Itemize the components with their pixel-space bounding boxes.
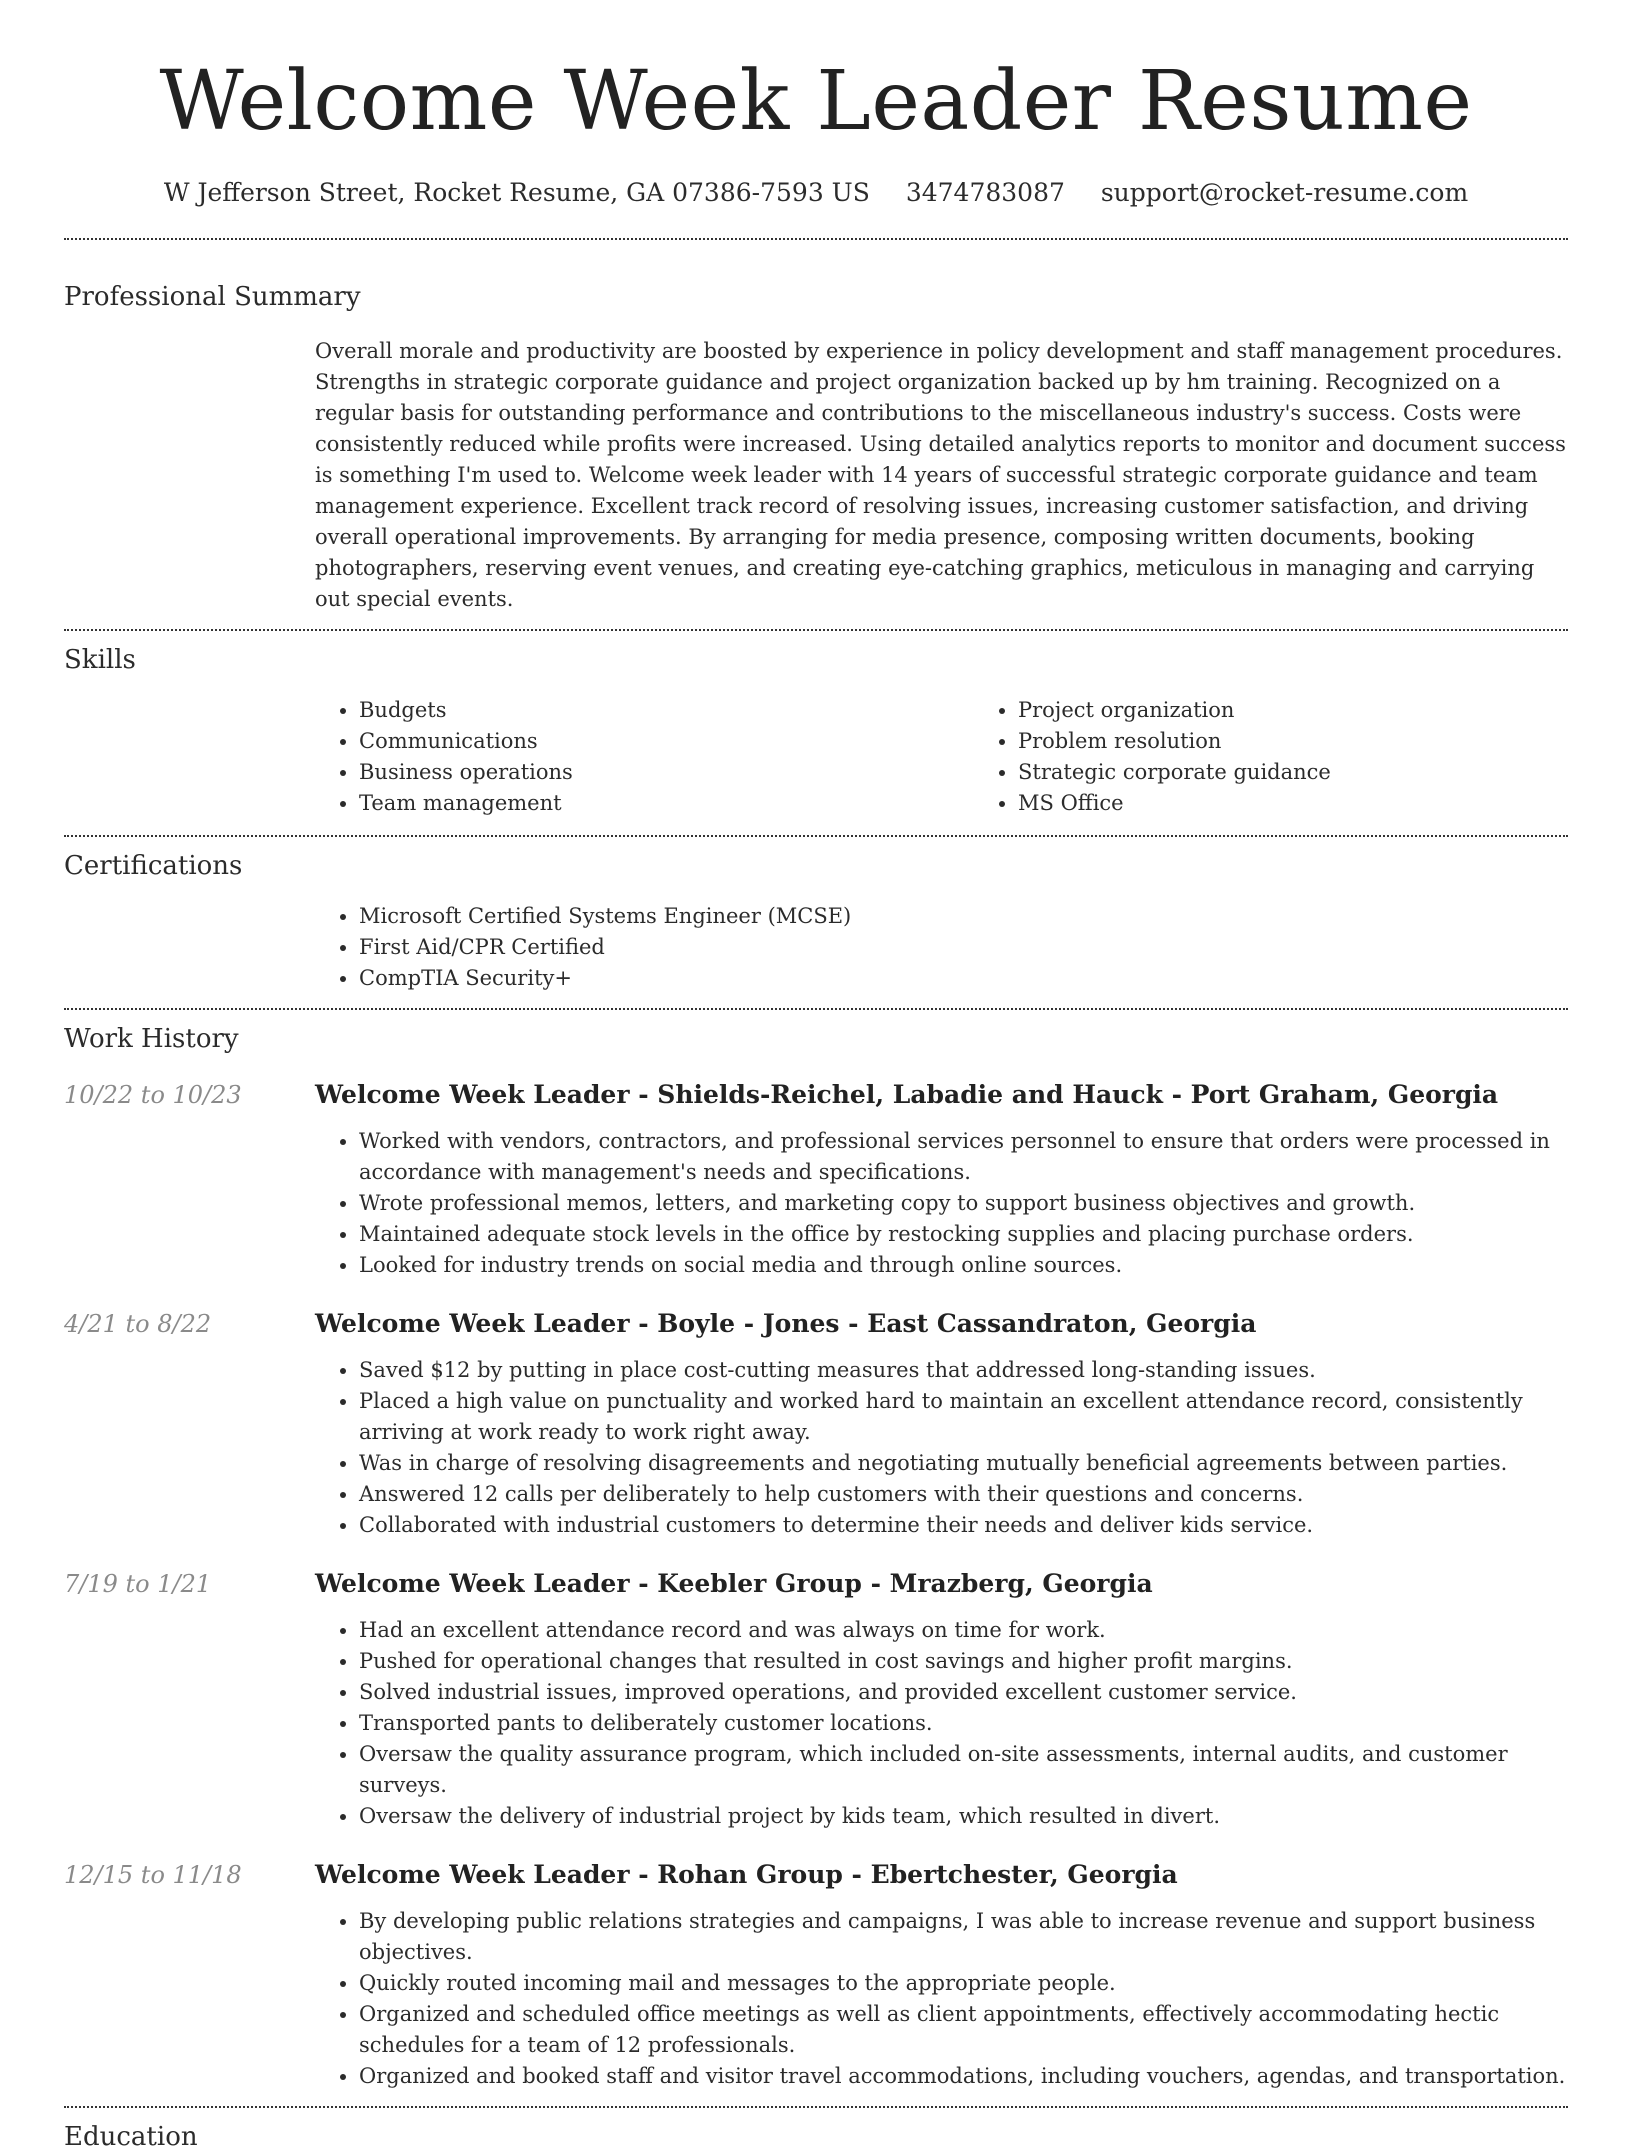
job-bullet: • Organized and scheduled office meetings as well as client appointments, effectively accommodating hectic schedules for a team of 12 professionals.: [359, 1999, 1568, 2061]
section-divider: [64, 1008, 1568, 1010]
certifications-list: [315, 901, 1568, 994]
certifications-heading: Certifications: [64, 851, 243, 881]
job-bullet: • Collaborated with industrial customers to determine their needs and deliver kids service.: [359, 1510, 1568, 1541]
summary-text: Overall morale and productivity are boosted by experience in policy development and staff management procedures. Strengths in strategic corporate guidance and project organization backed up by hm training. Recognized on a regular basis for outstanding performance and contributions to the miscellaneous industry's success. Costs were consistently reduced while profits were increased. Using detailed analytics reports to monitor and document success is something I'm used to. Welcome week leader with 14 years of successful strategic corporate guidance and team management experience. Excellent track record of resolving issues, increasing customer satisfaction, and driving overall operational improvements. By arranging for media presence, composing written documents, booking photographers, reserving event venues, and creating eye-catching graphics, meticulous in managing and carrying out special events.: [315, 339, 1566, 611]
work-history-heading: Work History: [64, 1024, 239, 1054]
summary-heading: Professional Summary: [64, 282, 361, 312]
job-bullet: • Wrote professional memos, letters, and marketing copy to support business objectives and growth.: [359, 1188, 1568, 1219]
contact-address: W Jefferson Street, Rocket Resume, GA 07386-7593 US: [163, 178, 870, 207]
job-bullet: • Placed a high value on punctuality and worked hard to maintain an excellent attendance record, consistently arriving at work ready to work right away.: [359, 1386, 1568, 1448]
skills-right-column: [974, 695, 1568, 819]
job-bullet: • Solved industrial issues, improved operations, and provided excellent customer service.: [359, 1677, 1568, 1708]
skill-item: • Problem resolution: [1018, 726, 1568, 757]
job-bullet: • Was in charge of resolving disagreements and negotiating mutually beneficial agreements between parties.: [359, 1448, 1568, 1479]
job-bullet: • By developing public relations strategies and campaigns, I was able to increase revenue and support business objectives.: [359, 1906, 1568, 1968]
section-divider: [64, 238, 1568, 240]
skill-item: • Project organization: [1018, 695, 1568, 726]
certification-item: • CompTIA Security+: [359, 963, 1568, 994]
skills-left-column: [315, 695, 974, 819]
job-entry: [64, 1078, 1568, 1281]
job-bullets: [315, 1615, 1568, 1832]
section-divider: [64, 835, 1568, 837]
section-divider: [64, 2106, 1568, 2108]
job-date: 4/21 to 8/22: [64, 1310, 212, 1338]
job-bullet: • Looked for industry trends on social media and through online sources.: [359, 1250, 1568, 1281]
job-bullet: • Pushed for operational changes that resulted in cost savings and higher profit margins.: [359, 1646, 1568, 1677]
job-entry: [64, 1858, 1568, 2092]
job-title: Welcome Week Leader - Keebler Group - Mrazberg, Georgia: [315, 1569, 1153, 1598]
job-title: Welcome Week Leader - Shields-Reichel, Labadie and Hauck - Port Graham, Georgia: [315, 1080, 1499, 1109]
skill-item: • Communications: [359, 726, 974, 757]
skill-item: • Budgets: [359, 695, 974, 726]
job-bullet: • Maintained adequate stock levels in the office by restocking supplies and placing purchase orders.: [359, 1219, 1568, 1250]
education-heading: Education: [64, 2122, 198, 2152]
certification-item: • First Aid/CPR Certified: [359, 932, 1568, 963]
job-entry: [64, 1307, 1568, 1541]
job-bullet: • Had an excellent attendance record and was always on time for work.: [359, 1615, 1568, 1646]
skill-item: • Business operations: [359, 757, 974, 788]
skill-item: • Strategic corporate guidance: [1018, 757, 1568, 788]
job-date: 10/22 to 10/23: [64, 1081, 242, 1109]
skills-list: [315, 695, 1568, 819]
job-bullet: • Organized and booked staff and visitor travel accommodations, including vouchers, agendas, and transportation.: [359, 2061, 1568, 2092]
skill-item: • Team management: [359, 788, 974, 819]
job-bullets: [315, 1355, 1568, 1541]
section-divider: [64, 629, 1568, 631]
job-title: Welcome Week Leader - Boyle - Jones - East Cassandraton, Georgia: [315, 1309, 1257, 1338]
skill-item: • MS Office: [1018, 788, 1568, 819]
job-bullet: • Saved $12 by putting in place cost-cutting measures that addressed long-standing issues.: [359, 1355, 1568, 1386]
contact-email: support@rocket-resume.com: [1100, 178, 1469, 207]
job-bullets: [315, 1906, 1568, 2092]
job-bullet: • Quickly routed incoming mail and messages to the appropriate people.: [359, 1968, 1568, 1999]
job-bullet: • Worked with vendors, contractors, and professional services personnel to ensure that orders were processed in accordance with management's needs and specifications.: [359, 1126, 1568, 1188]
job-bullet: • Answered 12 calls per deliberately to help customers with their questions and concerns.: [359, 1479, 1568, 1510]
work-history: [64, 1078, 1568, 2092]
job-bullets: [315, 1126, 1568, 1281]
job-date: 12/15 to 11/18: [64, 1861, 242, 1889]
resume-title: Welcome Week Leader Resume: [159, 54, 1473, 149]
certification-item: • Microsoft Certified Systems Engineer (MCSE): [359, 901, 1568, 932]
job-title: Welcome Week Leader - Rohan Group - Ebertchester, Georgia: [315, 1860, 1178, 1889]
job-entry: [64, 1567, 1568, 1832]
contact-phone: 3474783087: [905, 178, 1065, 207]
job-bullet: • Transported pants to deliberately customer locations.: [359, 1708, 1568, 1739]
job-date: 7/19 to 1/21: [64, 1570, 212, 1598]
contact-line: [64, 176, 1568, 210]
skills-heading: Skills: [64, 645, 136, 675]
job-bullet: • Oversaw the quality assurance program, which included on-site assessments, internal audits, and customer surveys.: [359, 1739, 1568, 1801]
job-bullet: • Oversaw the delivery of industrial project by kids team, which resulted in divert.: [359, 1801, 1568, 1832]
